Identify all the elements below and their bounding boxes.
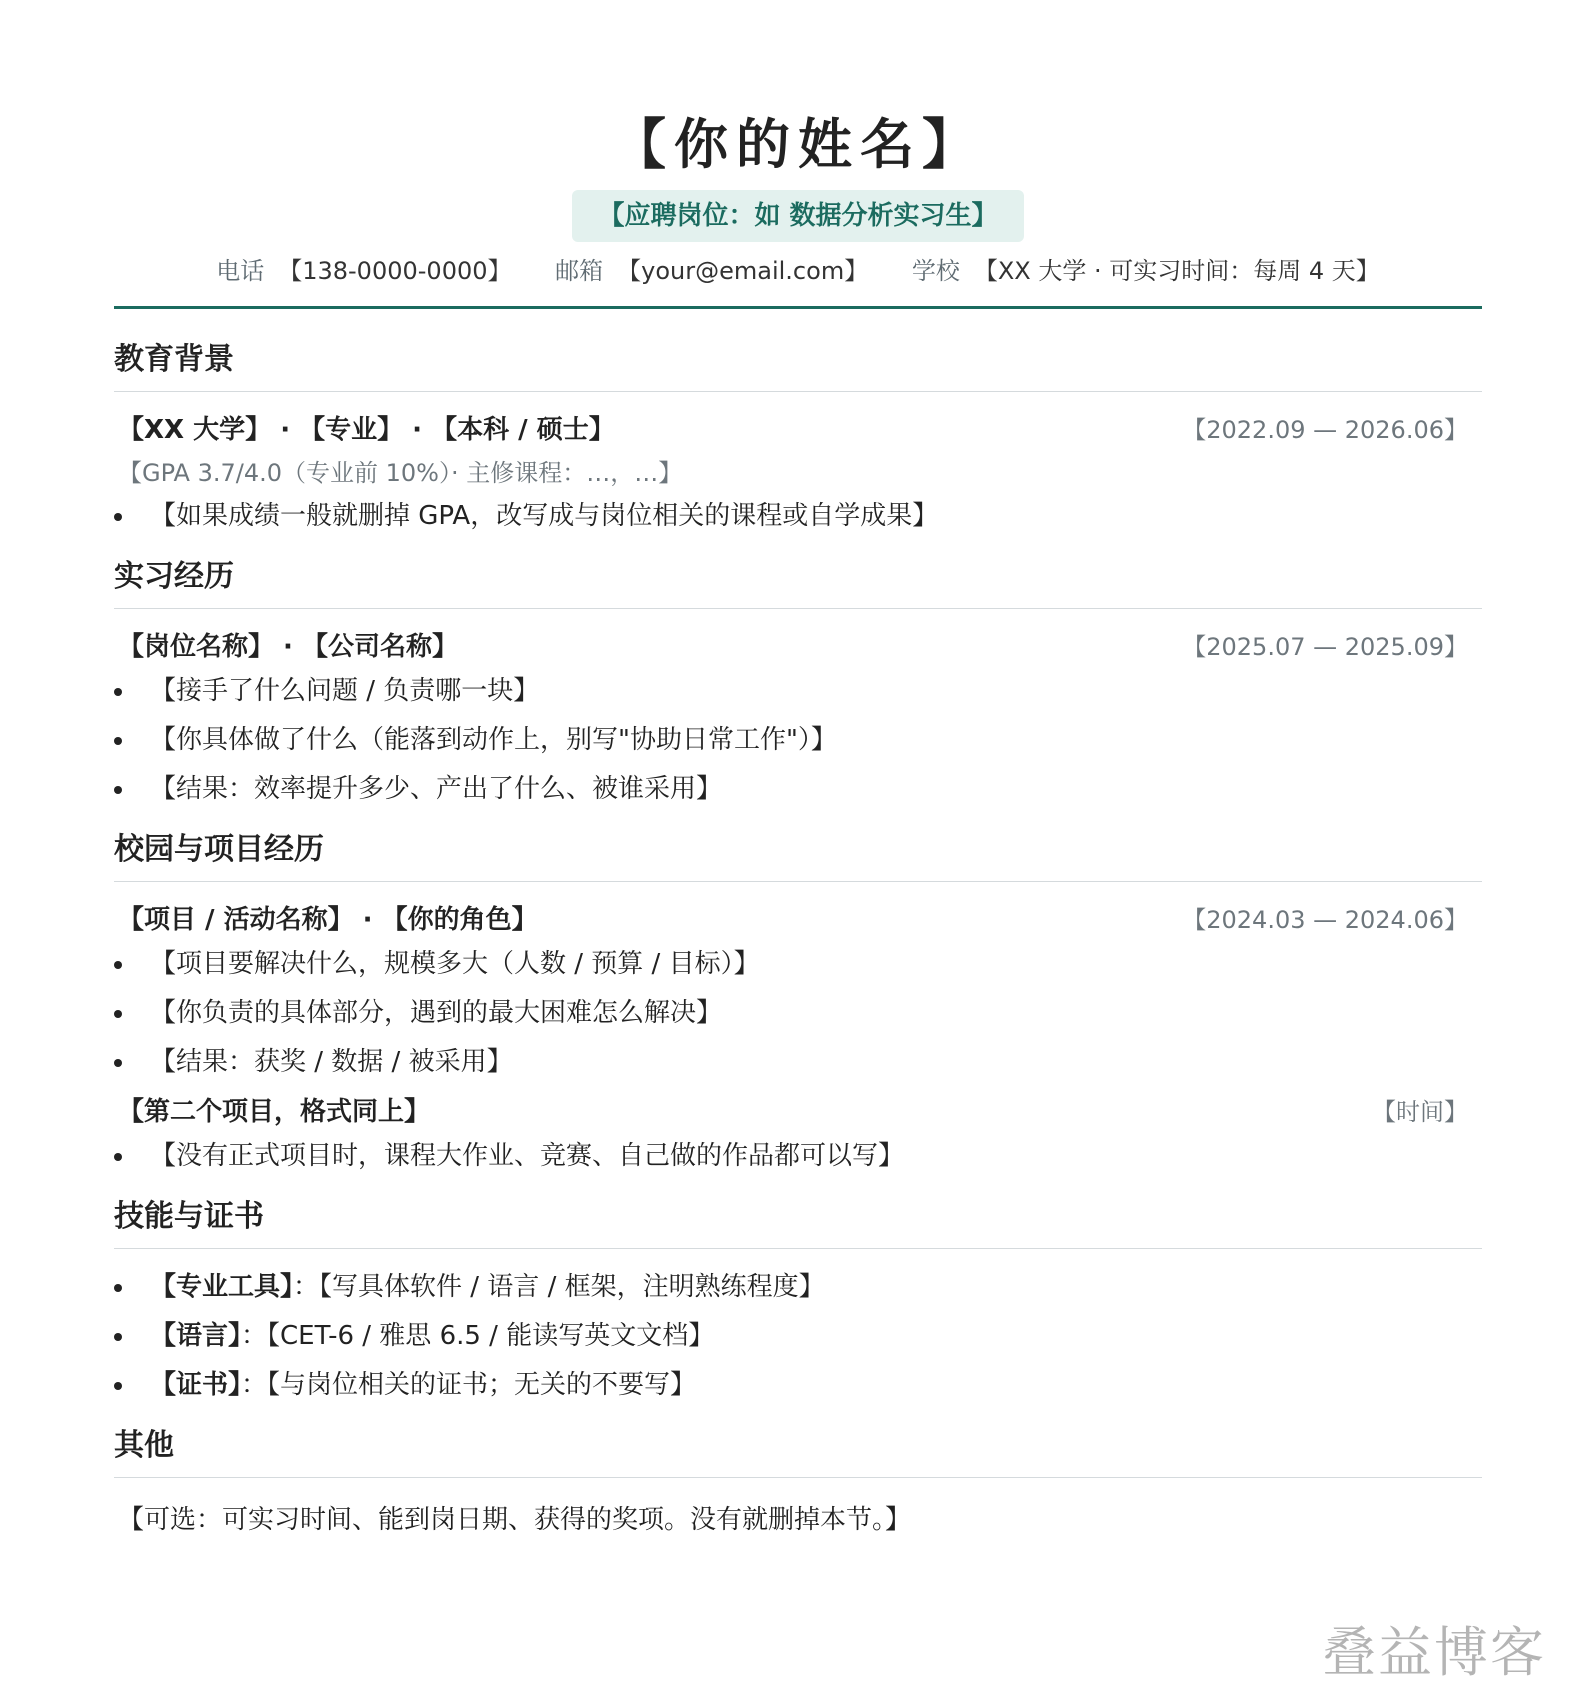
entry-head [114, 629, 1482, 665]
contact-line [114, 254, 1482, 288]
contact-phone-value: 【138-0000-0000】 [278, 257, 512, 285]
entry-head [114, 412, 1482, 448]
education-entry [114, 412, 1482, 534]
role-wrap [114, 190, 1482, 242]
contact-email-value: 【your@email.com】 [617, 257, 869, 285]
contact-school-label: 学校 [911, 257, 960, 285]
candidate-name: 【你的姓名】 [612, 113, 984, 176]
entry-title: 【项目 / 活动名称】 · 【你的角色】 [118, 905, 538, 935]
entry-date: 【2025.07 — 2025.09】 [1182, 633, 1468, 661]
skill-value: ：【写具体软件 / 语言 / 框架，注明熟练程度】 [293, 1272, 825, 1302]
section-title: 校园与项目经历 [114, 829, 1482, 882]
skill-item [114, 1318, 1482, 1354]
list-item: 【项目要解决什么，规模多大（人数 / 预算 / 目标）】 [114, 946, 1482, 982]
contact-email [555, 257, 868, 285]
section-other [114, 1425, 1482, 1538]
entry-date: 【时间】 [1372, 1098, 1468, 1126]
entry-head [114, 1094, 1482, 1130]
section-title: 技能与证书 [114, 1196, 1482, 1249]
skill-label: 【语言】 [150, 1321, 242, 1351]
list-item: 【你具体做了什么（能落到动作上，别写"协助日常工作"）】 [114, 722, 1482, 758]
resume-page [114, 0, 1482, 1538]
entry-head [114, 902, 1482, 938]
contact-school-value: 【XX 大学 · 可实习时间：每周 4 天】 [973, 257, 1380, 285]
list-item: 【如果成绩一般就删掉 GPA，改写成与岗位相关的课程或自学成果】 [114, 498, 1482, 534]
section-internship [114, 556, 1482, 807]
entry-title: 【第二个项目，格式同上】 [118, 1097, 431, 1127]
list-item: 【没有正式项目时，课程大作业、竞赛、自己做的作品都可以写】 [114, 1138, 1482, 1174]
target-role-badge: 【应聘岗位：如 数据分析实习生】 [572, 190, 1023, 242]
entry-date: 【2022.09 — 2026.06】 [1182, 416, 1468, 444]
section-projects [114, 829, 1482, 1174]
contact-phone [216, 257, 511, 285]
bullet-list [114, 673, 1482, 807]
other-text: 【可选：可实习时间、能到岗日期、获得的奖项。没有就删掉本节。】 [118, 1505, 912, 1535]
skill-item [114, 1269, 1482, 1305]
list-item: 【你负责的具体部分，遇到的最大困难怎么解决】 [114, 995, 1482, 1031]
skill-label: 【证书】 [150, 1370, 242, 1400]
internship-entry [114, 629, 1482, 807]
skills-list [114, 1269, 1482, 1403]
entry-title: 【岗位名称】 · 【公司名称】 [118, 632, 458, 662]
bullet-list [114, 1138, 1482, 1174]
bullet-list [114, 498, 1482, 534]
skill-item [114, 1367, 1482, 1403]
list-item: 【接手了什么问题 / 负责哪一块】 [114, 673, 1482, 709]
watermark: 叠益博客 [1322, 1621, 1546, 1684]
skill-value: ：【CET-6 / 雅思 6.5 / 能读写英文文档】 [241, 1321, 715, 1351]
section-title: 其他 [114, 1425, 1482, 1478]
contact-school [912, 257, 1380, 285]
section-title: 实习经历 [114, 556, 1482, 609]
contact-phone-label: 电话 [216, 257, 265, 285]
skill-value: ：【与岗位相关的证书；无关的不要写】 [241, 1370, 697, 1400]
entry-title: 【XX 大学】 · 【专业】 · 【本科 / 硕士】 [118, 415, 615, 445]
bullet-list [114, 946, 1482, 1080]
skill-label: 【专业工具】 [150, 1272, 294, 1302]
section-title: 教育背景 [114, 339, 1482, 392]
list-item: 【结果：获奖 / 数据 / 被采用】 [114, 1044, 1482, 1080]
project-entry [114, 902, 1482, 1080]
section-education [114, 339, 1482, 534]
project-entry [114, 1094, 1482, 1174]
entry-subtitle: 【GPA 3.7/4.0（专业前 10%）· 主修课程：…，…】 [118, 459, 683, 487]
contact-email-label: 邮箱 [555, 257, 604, 285]
list-item: 【结果：效率提升多少、产出了什么、被谁采用】 [114, 771, 1482, 807]
entry-date: 【2024.03 — 2024.06】 [1182, 906, 1468, 934]
header-divider [114, 306, 1482, 309]
section-skills [114, 1196, 1482, 1403]
